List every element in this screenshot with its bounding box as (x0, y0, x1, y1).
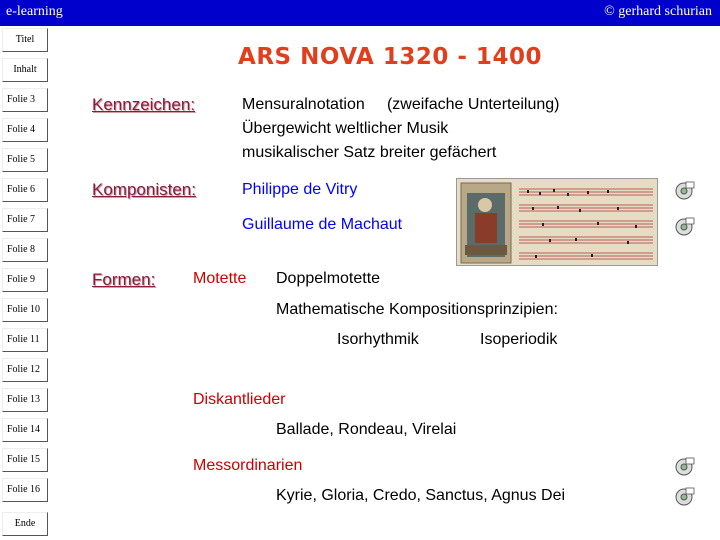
kennzeichen-label[interactable]: Kennzeichen: (92, 95, 196, 114)
top-bar (0, 0, 720, 26)
composer-vitry: Philippe de Vitry (242, 181, 358, 198)
nav-item-titel[interactable]: Titel (2, 28, 48, 52)
nav-item-folie-4[interactable]: Folie 4 (2, 118, 48, 142)
kennzeichen-line-2: Übergewicht weltlicher Musik (242, 120, 449, 137)
komponisten-label[interactable]: Komponisten: (92, 180, 196, 199)
copyright-link[interactable]: © gerhard schurian (604, 4, 712, 19)
nav-item-folie-12[interactable]: Folie 12 (2, 358, 48, 382)
isorhythmik: Isorhythmik (337, 331, 419, 348)
sidebar-nav (0, 26, 48, 540)
kennzeichen-line-3: musikalischer Satz breiter gefächert (242, 144, 497, 161)
composer-machaut: Guillaume de Machaut (242, 216, 403, 233)
nav-item-folie-10[interactable]: Folie 10 (2, 298, 48, 322)
nav-item-folie-16[interactable]: Folie 16 (2, 478, 48, 502)
form-messordinarien: Messordinarien (193, 457, 303, 474)
form-diskantlieder: Diskantlieder (193, 391, 286, 408)
nav-item-folie-13[interactable]: Folie 13 (2, 388, 48, 412)
mass-parts: Kyrie, Gloria, Credo, Sanctus, Agnus Dei (276, 487, 566, 504)
e-learning-link[interactable]: e-learning (6, 4, 63, 19)
audio-machaut-icon[interactable] (673, 216, 695, 238)
form-doppelmotette: Doppelmotette (276, 270, 381, 287)
audio-mass-parts-icon[interactable] (673, 486, 695, 508)
nav-item-folie-6[interactable]: Folie 6 (2, 178, 48, 202)
nav-item-folie-15[interactable]: Folie 15 (2, 448, 48, 472)
nav-item-folie-9[interactable]: Folie 9 (2, 268, 48, 292)
formen-label[interactable]: Formen: (92, 270, 156, 289)
form-motette: Motette (193, 270, 247, 287)
slide-title: ARS NOVA 1320 - 1400 (238, 44, 542, 70)
nav-item-folie-5[interactable]: Folie 5 (2, 148, 48, 172)
nav-item-ende[interactable]: Ende (2, 512, 48, 536)
nav-item-folie-3[interactable]: Folie 3 (2, 88, 48, 112)
diskant-forms: Ballade, Rondeau, Virelai (276, 421, 457, 438)
isoperiodik: Isoperiodik (480, 331, 558, 348)
nav-item-folie-7[interactable]: Folie 7 (2, 208, 48, 232)
manuscript-image (456, 178, 658, 266)
nav-item-folie-11[interactable]: Folie 11 (2, 328, 48, 352)
nav-item-inhalt[interactable]: Inhalt (2, 58, 48, 82)
audio-messordinarien-icon[interactable] (673, 456, 695, 478)
kennzeichen-line-1: Mensuralnotation (zweifache Unterteilung) (242, 96, 560, 113)
nav-item-folie-8[interactable]: Folie 8 (2, 238, 48, 262)
math-principles: Mathematische Kompositionsprinzipien: (276, 301, 558, 318)
audio-vitry-icon[interactable] (673, 180, 695, 202)
nav-item-folie-14[interactable]: Folie 14 (2, 418, 48, 442)
